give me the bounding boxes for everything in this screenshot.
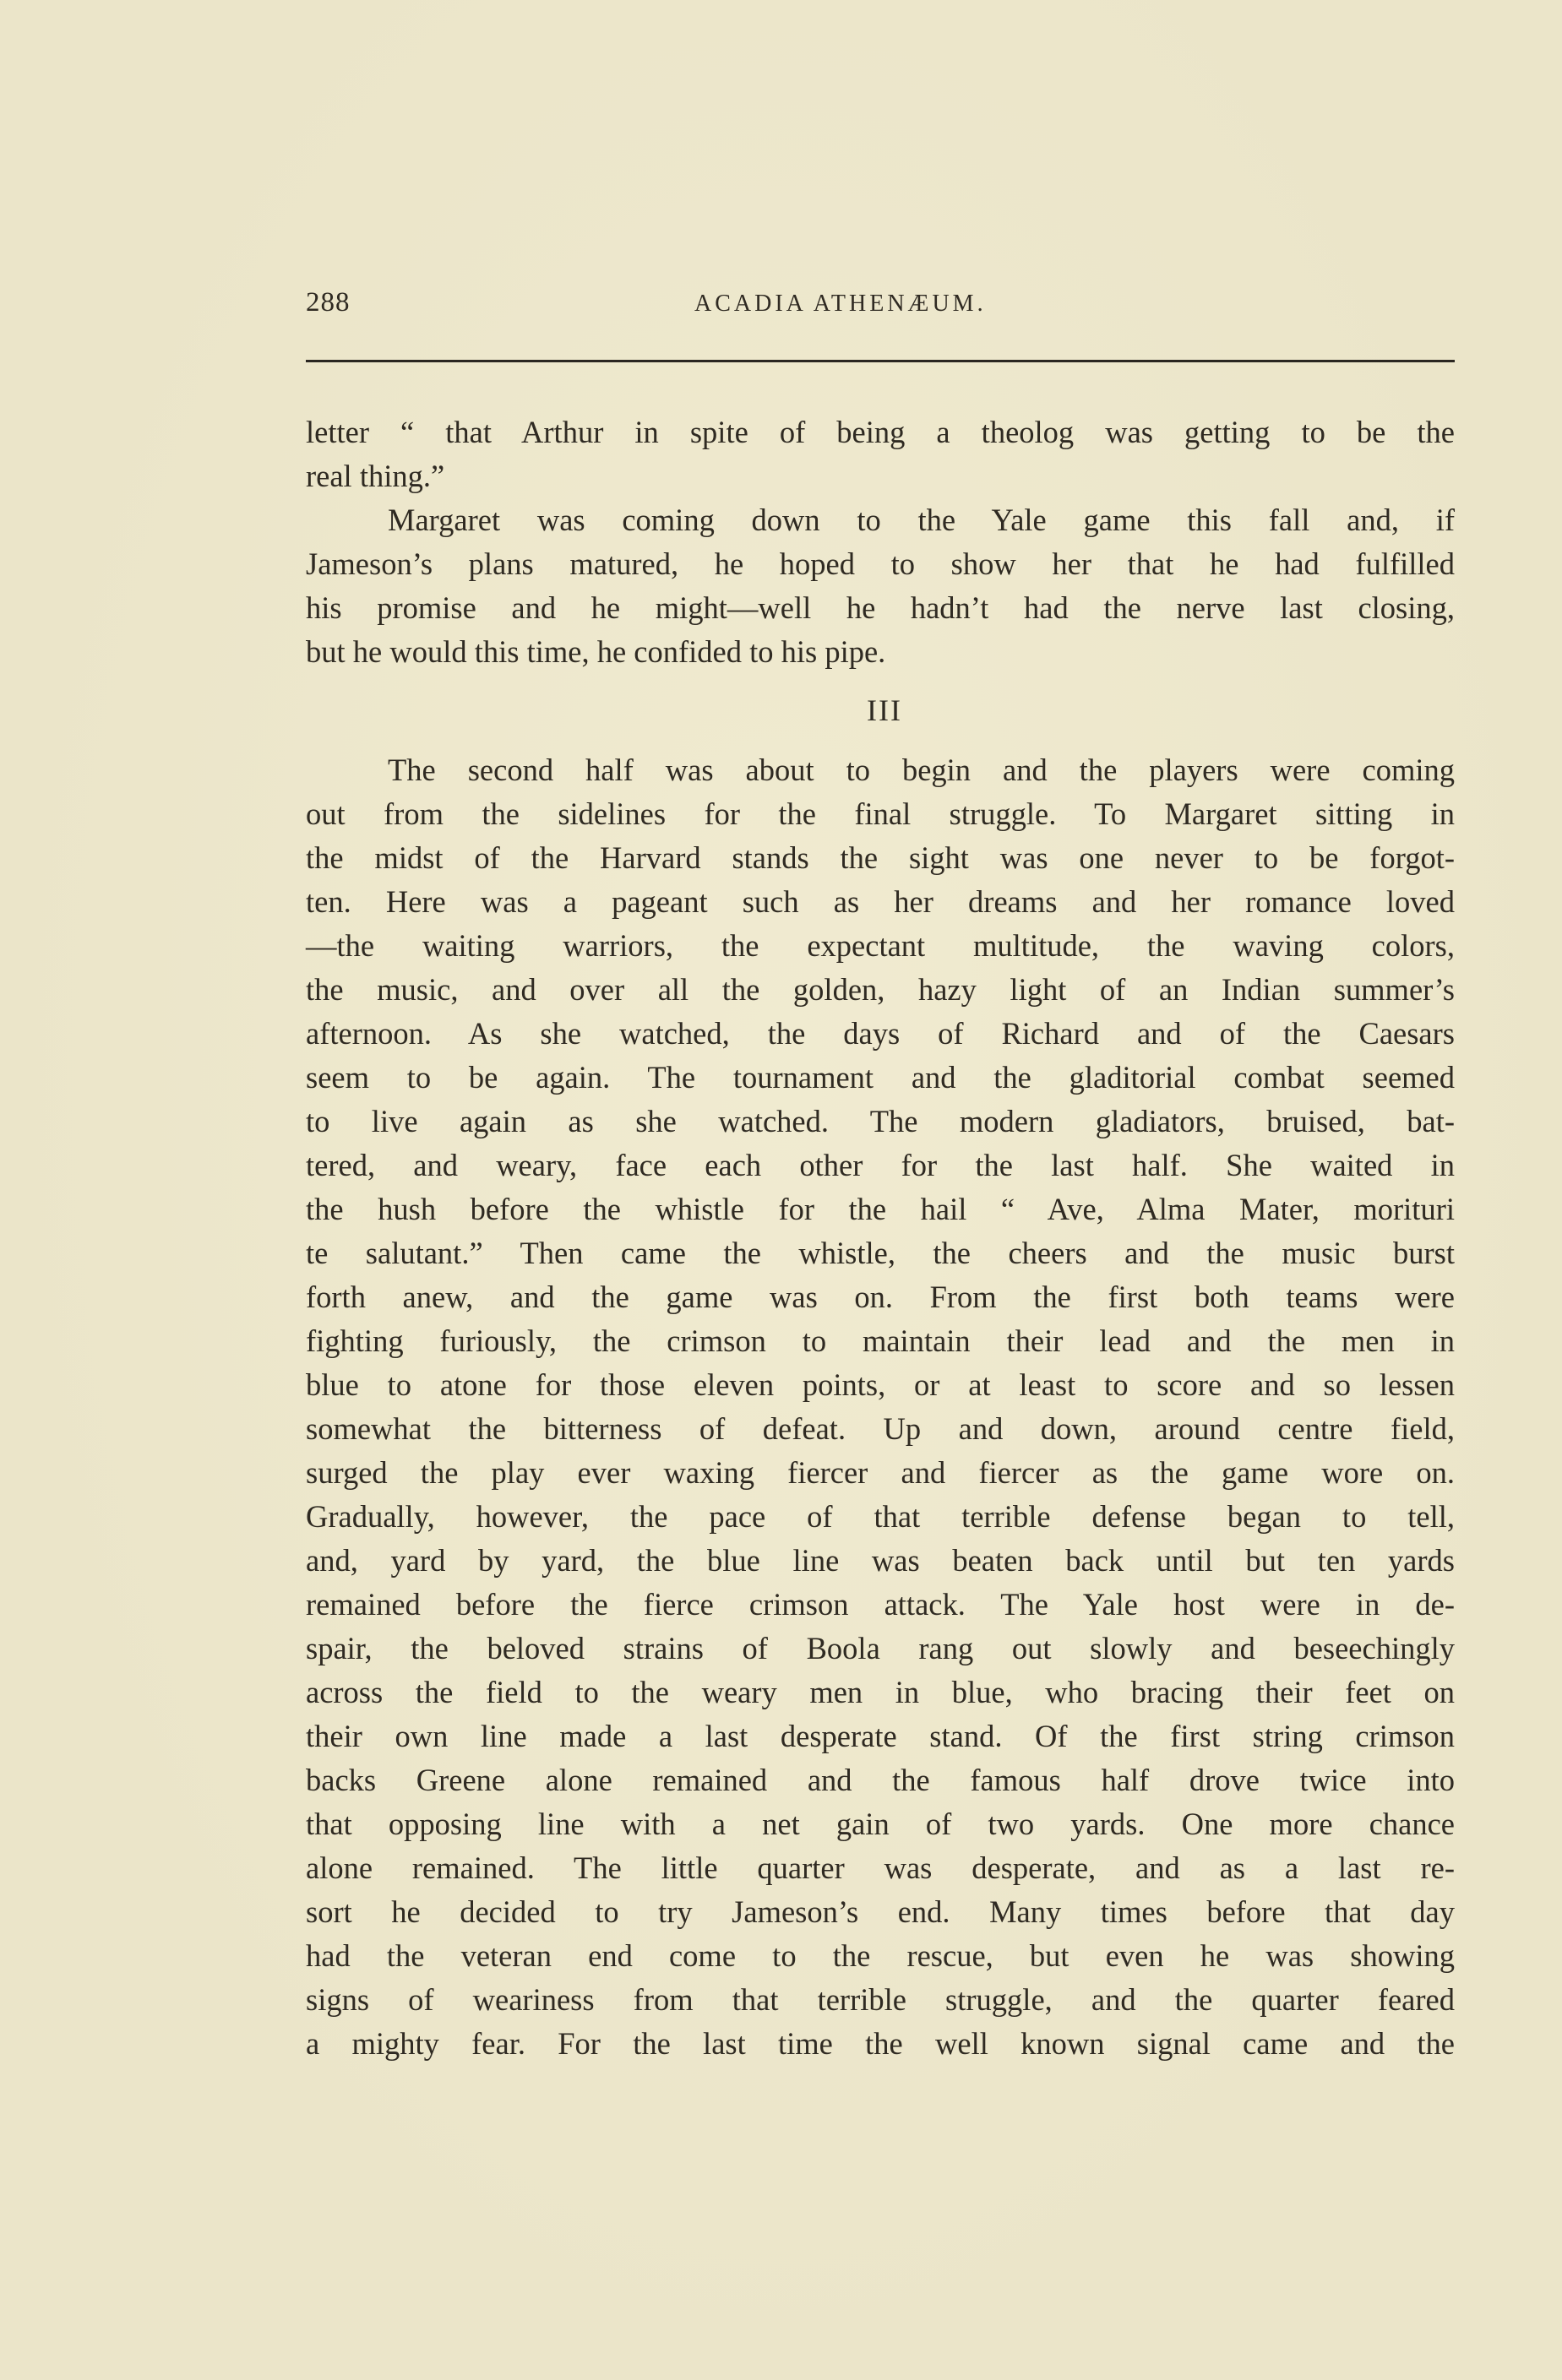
text-line: but he would this time, he confided to his pipe. <box>306 634 886 669</box>
text-line: out from the sidelines for the final struggle. To Margaret sitting in <box>306 796 1455 831</box>
text-line: his promise and he might—well he hadn’t had the nerve last closing, <box>306 590 1455 625</box>
text-line: Margaret was coming down to the Yale game this fall and, if <box>388 503 1455 537</box>
text-line: fighting furiously, the crimson to maintain their lead and the men in <box>306 1323 1455 1358</box>
text-line: somewhat the bitterness of defeat. Up and down, around centre field, <box>306 1411 1455 1446</box>
text-line: the hush before the whistle for the hail “ Ave, Alma Mater, morituri <box>306 1192 1455 1226</box>
text-line: tered, and weary, face each other for the last half. She waited in <box>306 1148 1455 1182</box>
text-line: Jameson’s plans matured, he hoped to show her that he had fulfilled <box>306 546 1455 581</box>
text-line: the music, and over all the golden, hazy light of an Indian summer’s <box>306 972 1455 1007</box>
text-line: blue to atone for those eleven points, or at least to score and so lessen <box>306 1367 1455 1402</box>
text-line: the midst of the Harvard stands the sight was one never to be forgot- <box>306 840 1455 875</box>
page-number: 288 <box>306 287 351 318</box>
text-line: forth anew, and the game was on. From the first both teams were <box>306 1280 1455 1314</box>
text-line: signs of weariness from that terrible struggle, and the quarter feared <box>306 1982 1455 2017</box>
text-line: remained before the fierce crimson attack. The Yale host were in de- <box>306 1587 1455 1622</box>
text-line: backs Greene alone remained and the famous half drove twice into <box>306 1763 1455 1797</box>
text-line: their own line made a last desperate stand. Of the first string crimson <box>306 1719 1455 1753</box>
text-line: alone remained. The little quarter was desperate, and as a last re- <box>306 1850 1455 1885</box>
text-line: spair, the beloved strains of Boola rang out slowly and beseechingly <box>306 1631 1455 1665</box>
text-line: —the waiting warriors, the expectant multitude, the waving colors, <box>306 928 1455 963</box>
text-line: and, yard by yard, the blue line was beaten back until but ten yards <box>306 1543 1455 1578</box>
header-rule <box>306 360 1455 362</box>
text-line: sort he decided to try Jameson’s end. Many times before that day <box>306 1894 1455 1929</box>
text-line: a mighty fear. For the last time the well known signal came and the <box>306 2026 1455 2061</box>
text-line: letter “ that Arthur in spite of being a theolog was getting to be the <box>306 415 1455 449</box>
text-line: surged the play ever waxing fiercer and fiercer as the game wore on. <box>306 1455 1455 1490</box>
text-line: afternoon. As she watched, the days of Richard and of the Caesars <box>306 1016 1455 1051</box>
text-line: Gradually, however, the pace of that terrible defense began to tell, <box>306 1499 1455 1534</box>
journal-title: ACADIA ATHENÆUM. <box>694 291 987 317</box>
text-line: The second half was about to begin and the players were coming <box>388 753 1455 787</box>
text-line: real thing.” <box>306 459 445 493</box>
text-line: seem to be again. The tournament and the gladitorial combat seemed <box>306 1060 1455 1095</box>
text-line: te salutant.” Then came the whistle, the cheers and the music burst <box>306 1236 1455 1270</box>
text-line: ten. Here was a pageant such as her dreams and her romance loved <box>306 884 1455 919</box>
text-line: had the veteran end come to the rescue, but even he was showing <box>306 1938 1455 1973</box>
running-head <box>306 287 1455 329</box>
text-line: across the field to the weary men in blue, who bracing their feet on <box>306 1675 1455 1709</box>
text-line: to live again as she watched. The modern gladiators, bruised, bat- <box>306 1104 1455 1138</box>
text-line: that opposing line with a net gain of two yards. One more chance <box>306 1807 1455 1841</box>
body-text <box>306 410 1455 2066</box>
section-number: III <box>867 693 902 727</box>
